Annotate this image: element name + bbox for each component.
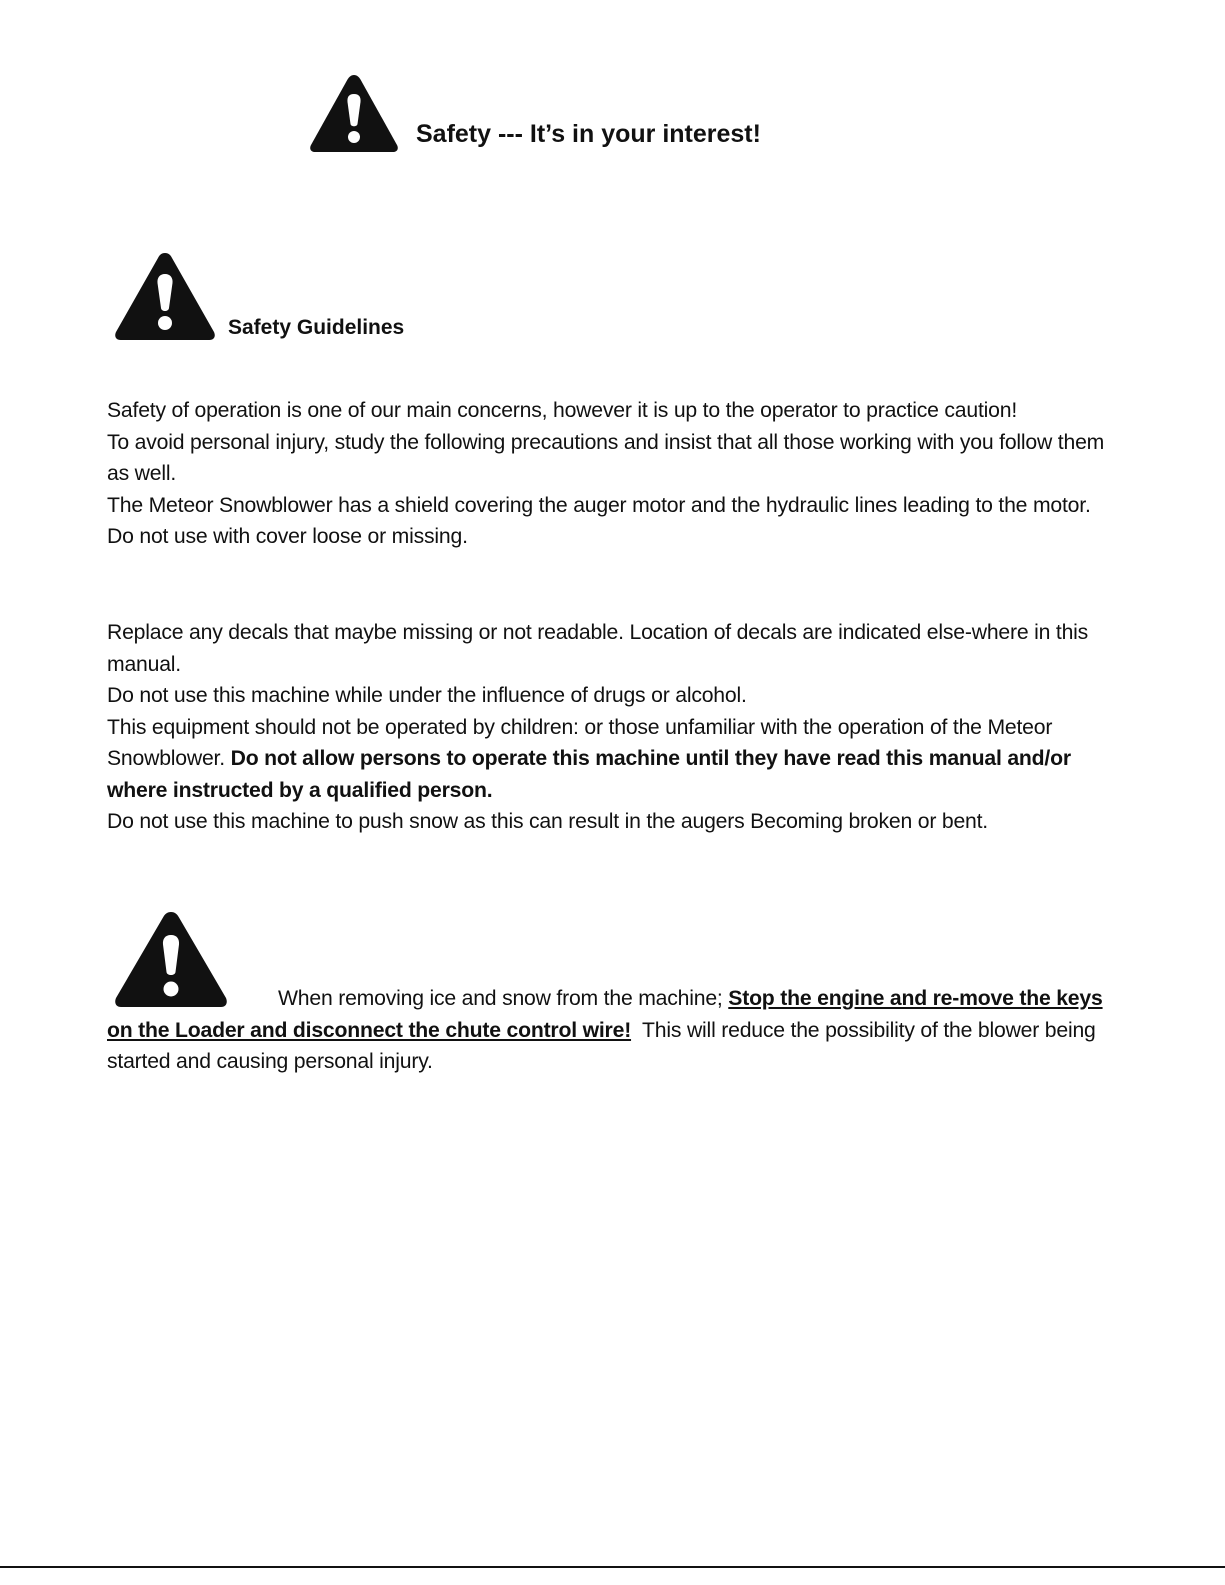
guidelines-paragraph-2: [107, 617, 1107, 838]
guideline-text: Do not use this machine while under the influence of drugs or alcohol.: [107, 684, 747, 707]
warning-emphasis: Stop the engine and re-move the keys on the Loader and disconnect the chute control wire!: [107, 987, 1103, 1042]
guideline-text: Safety of operation is one of our main concerns, however it is up to the operator to practice caution!: [107, 399, 1018, 422]
page-title: Safety --- It’s in your interest!: [416, 120, 761, 148]
warning-lead: When removing ice and snow from the machine;: [278, 987, 729, 1010]
guideline-text: [107, 712, 1107, 807]
guideline-text: Do not use this machine to push snow as this can result in the augers Becoming broken or bent.: [107, 810, 988, 833]
warning-text: [107, 983, 1107, 1078]
guideline-text: To avoid personal injury, study the following precautions and insist that all those working with you follow them as well.: [107, 430, 1105, 485]
guideline-text-normal: This equipment should not be operated by children: or those unfamiliar with the operation of the Meteor Snowblower.: [107, 715, 1053, 770]
guideline-text: The Meteor Snowblower has a shield covering the auger motor and the hydraulic lines leading to the motor. Do not use with cover loose or missing.: [107, 493, 1091, 548]
bottom-divider: [0, 1566, 1225, 1568]
warning-paragraph: [107, 983, 1107, 1078]
guideline-text-bold: Do not allow persons to operate this machine until they have read this manual and/or where instructed by a qualified person.: [107, 747, 1071, 802]
warning-triangle-icon: [308, 72, 400, 154]
guideline-text: Replace any decals that maybe missing or not readable. Location of decals are indicated else-where in this manual.: [107, 621, 1089, 676]
section-title: Safety Guidelines: [228, 316, 405, 339]
warning-tail: This will reduce the possibility of the blower being started and causing personal injury.: [107, 1018, 1102, 1073]
guidelines-paragraph-1: [107, 395, 1107, 553]
warning-triangle-icon: [112, 250, 218, 342]
